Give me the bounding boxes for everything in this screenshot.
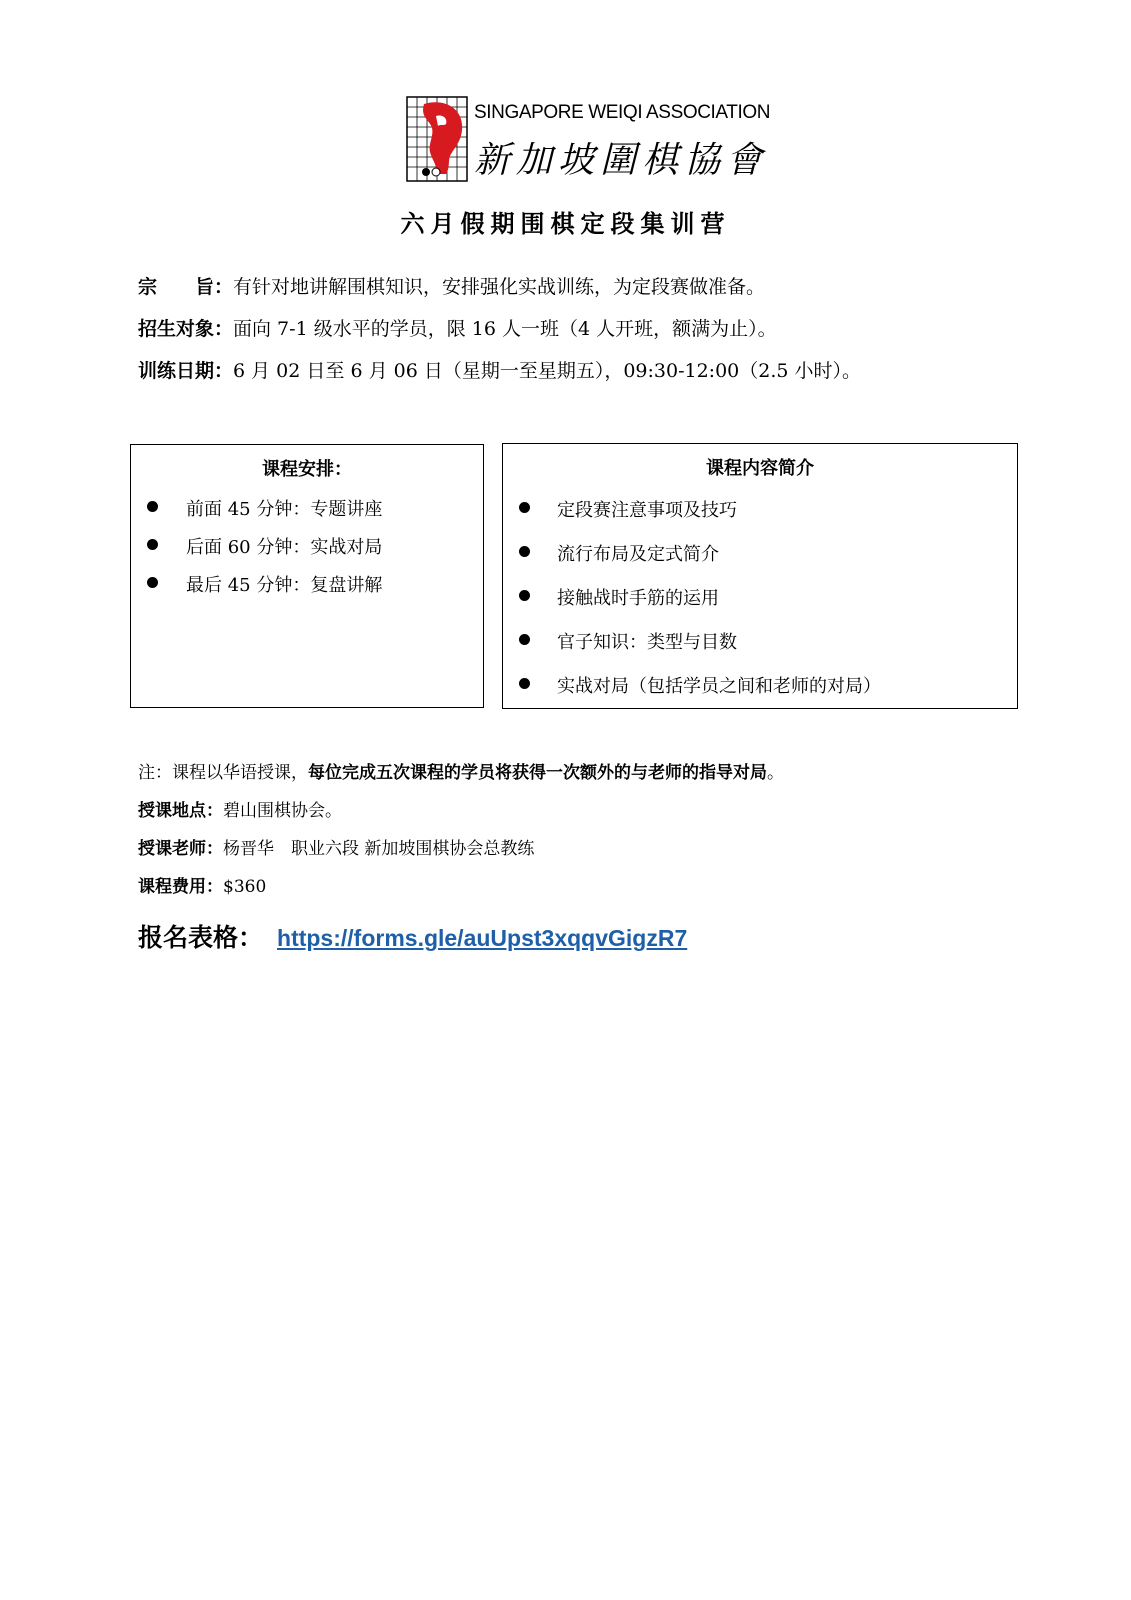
content-box xyxy=(502,443,1018,709)
list-item: 实战对局（包括学员之间和老师的对局） xyxy=(503,672,1017,716)
detail-text: 碧山围棋协会。 xyxy=(223,801,342,821)
detail-fee xyxy=(138,872,266,897)
info-label: 训练日期： xyxy=(138,360,234,382)
registration-link[interactable]: https://forms.gle/auUpst3xqqvGigzR7 xyxy=(277,925,688,951)
registration-line xyxy=(138,918,687,954)
list-item: 官子知识：类型与目数 xyxy=(503,628,1017,672)
note-suffix: 。 xyxy=(767,763,784,783)
info-label: 宗 旨： xyxy=(138,276,234,298)
bullet-icon xyxy=(147,539,158,550)
detail-text: $360 xyxy=(223,877,267,897)
info-dates xyxy=(138,356,861,383)
detail-text: 杨晋华 职业六段 新加坡围棋协会总教练 xyxy=(223,839,535,859)
list-item: 前面 45 分钟：专题讲座 xyxy=(131,495,483,533)
detail-location xyxy=(138,796,342,821)
registration-label: 报名表格： xyxy=(138,923,264,952)
schedule-heading: 课程安排： xyxy=(262,459,352,480)
bullet-icon xyxy=(147,577,158,588)
detail-teacher xyxy=(138,834,534,859)
bullet-icon xyxy=(519,590,530,601)
logo-name-cn: 新加坡圍棋協會 xyxy=(474,140,769,181)
info-text: 6 月 02 日至 6 月 06 日（星期一至星期五），09:30-12:00（2.5 小时）。 xyxy=(233,360,862,382)
course-note xyxy=(138,758,784,783)
list-item: 流行布局及定式简介 xyxy=(503,540,1017,584)
info-target xyxy=(138,314,777,341)
go-board-lion-icon xyxy=(406,96,468,182)
bullet-icon xyxy=(519,678,530,689)
content-heading: 课程内容简介 xyxy=(706,458,814,479)
info-purpose xyxy=(138,272,765,299)
detail-label: 授课地点： xyxy=(138,801,223,821)
note-emphasis: 每位完成五次课程的学员将获得一次额外的与老师的指导对局 xyxy=(308,763,767,783)
list-item: 最后 45 分钟：复盘讲解 xyxy=(131,571,483,609)
page-title: 六月假期围棋定段集训营 xyxy=(400,210,731,238)
schedule-box xyxy=(130,444,484,708)
bullet-icon xyxy=(519,634,530,645)
list-item: 后面 60 分钟：实战对局 xyxy=(131,533,483,571)
bullet-icon xyxy=(519,546,530,557)
info-label: 招生对象： xyxy=(138,318,234,340)
note-prefix: 注：课程以华语授课， xyxy=(138,763,308,783)
detail-label: 课程费用： xyxy=(138,877,223,897)
detail-label: 授课老师： xyxy=(138,839,223,859)
bullet-icon xyxy=(519,502,530,513)
info-text: 有针对地讲解围棋知识，安排强化实战训练，为定段赛做准备。 xyxy=(233,276,766,298)
association-logo xyxy=(406,96,771,186)
list-item: 定段赛注意事项及技巧 xyxy=(503,496,1017,540)
bullet-icon xyxy=(147,501,158,512)
list-item: 接触战时手筋的运用 xyxy=(503,584,1017,628)
logo-name-en: SINGAPORE WEIQI ASSOCIATION xyxy=(474,102,771,123)
info-text: 面向 7-1 级水平的学员，限 16 人一班（4 人开班，额满为止）。 xyxy=(233,318,777,340)
